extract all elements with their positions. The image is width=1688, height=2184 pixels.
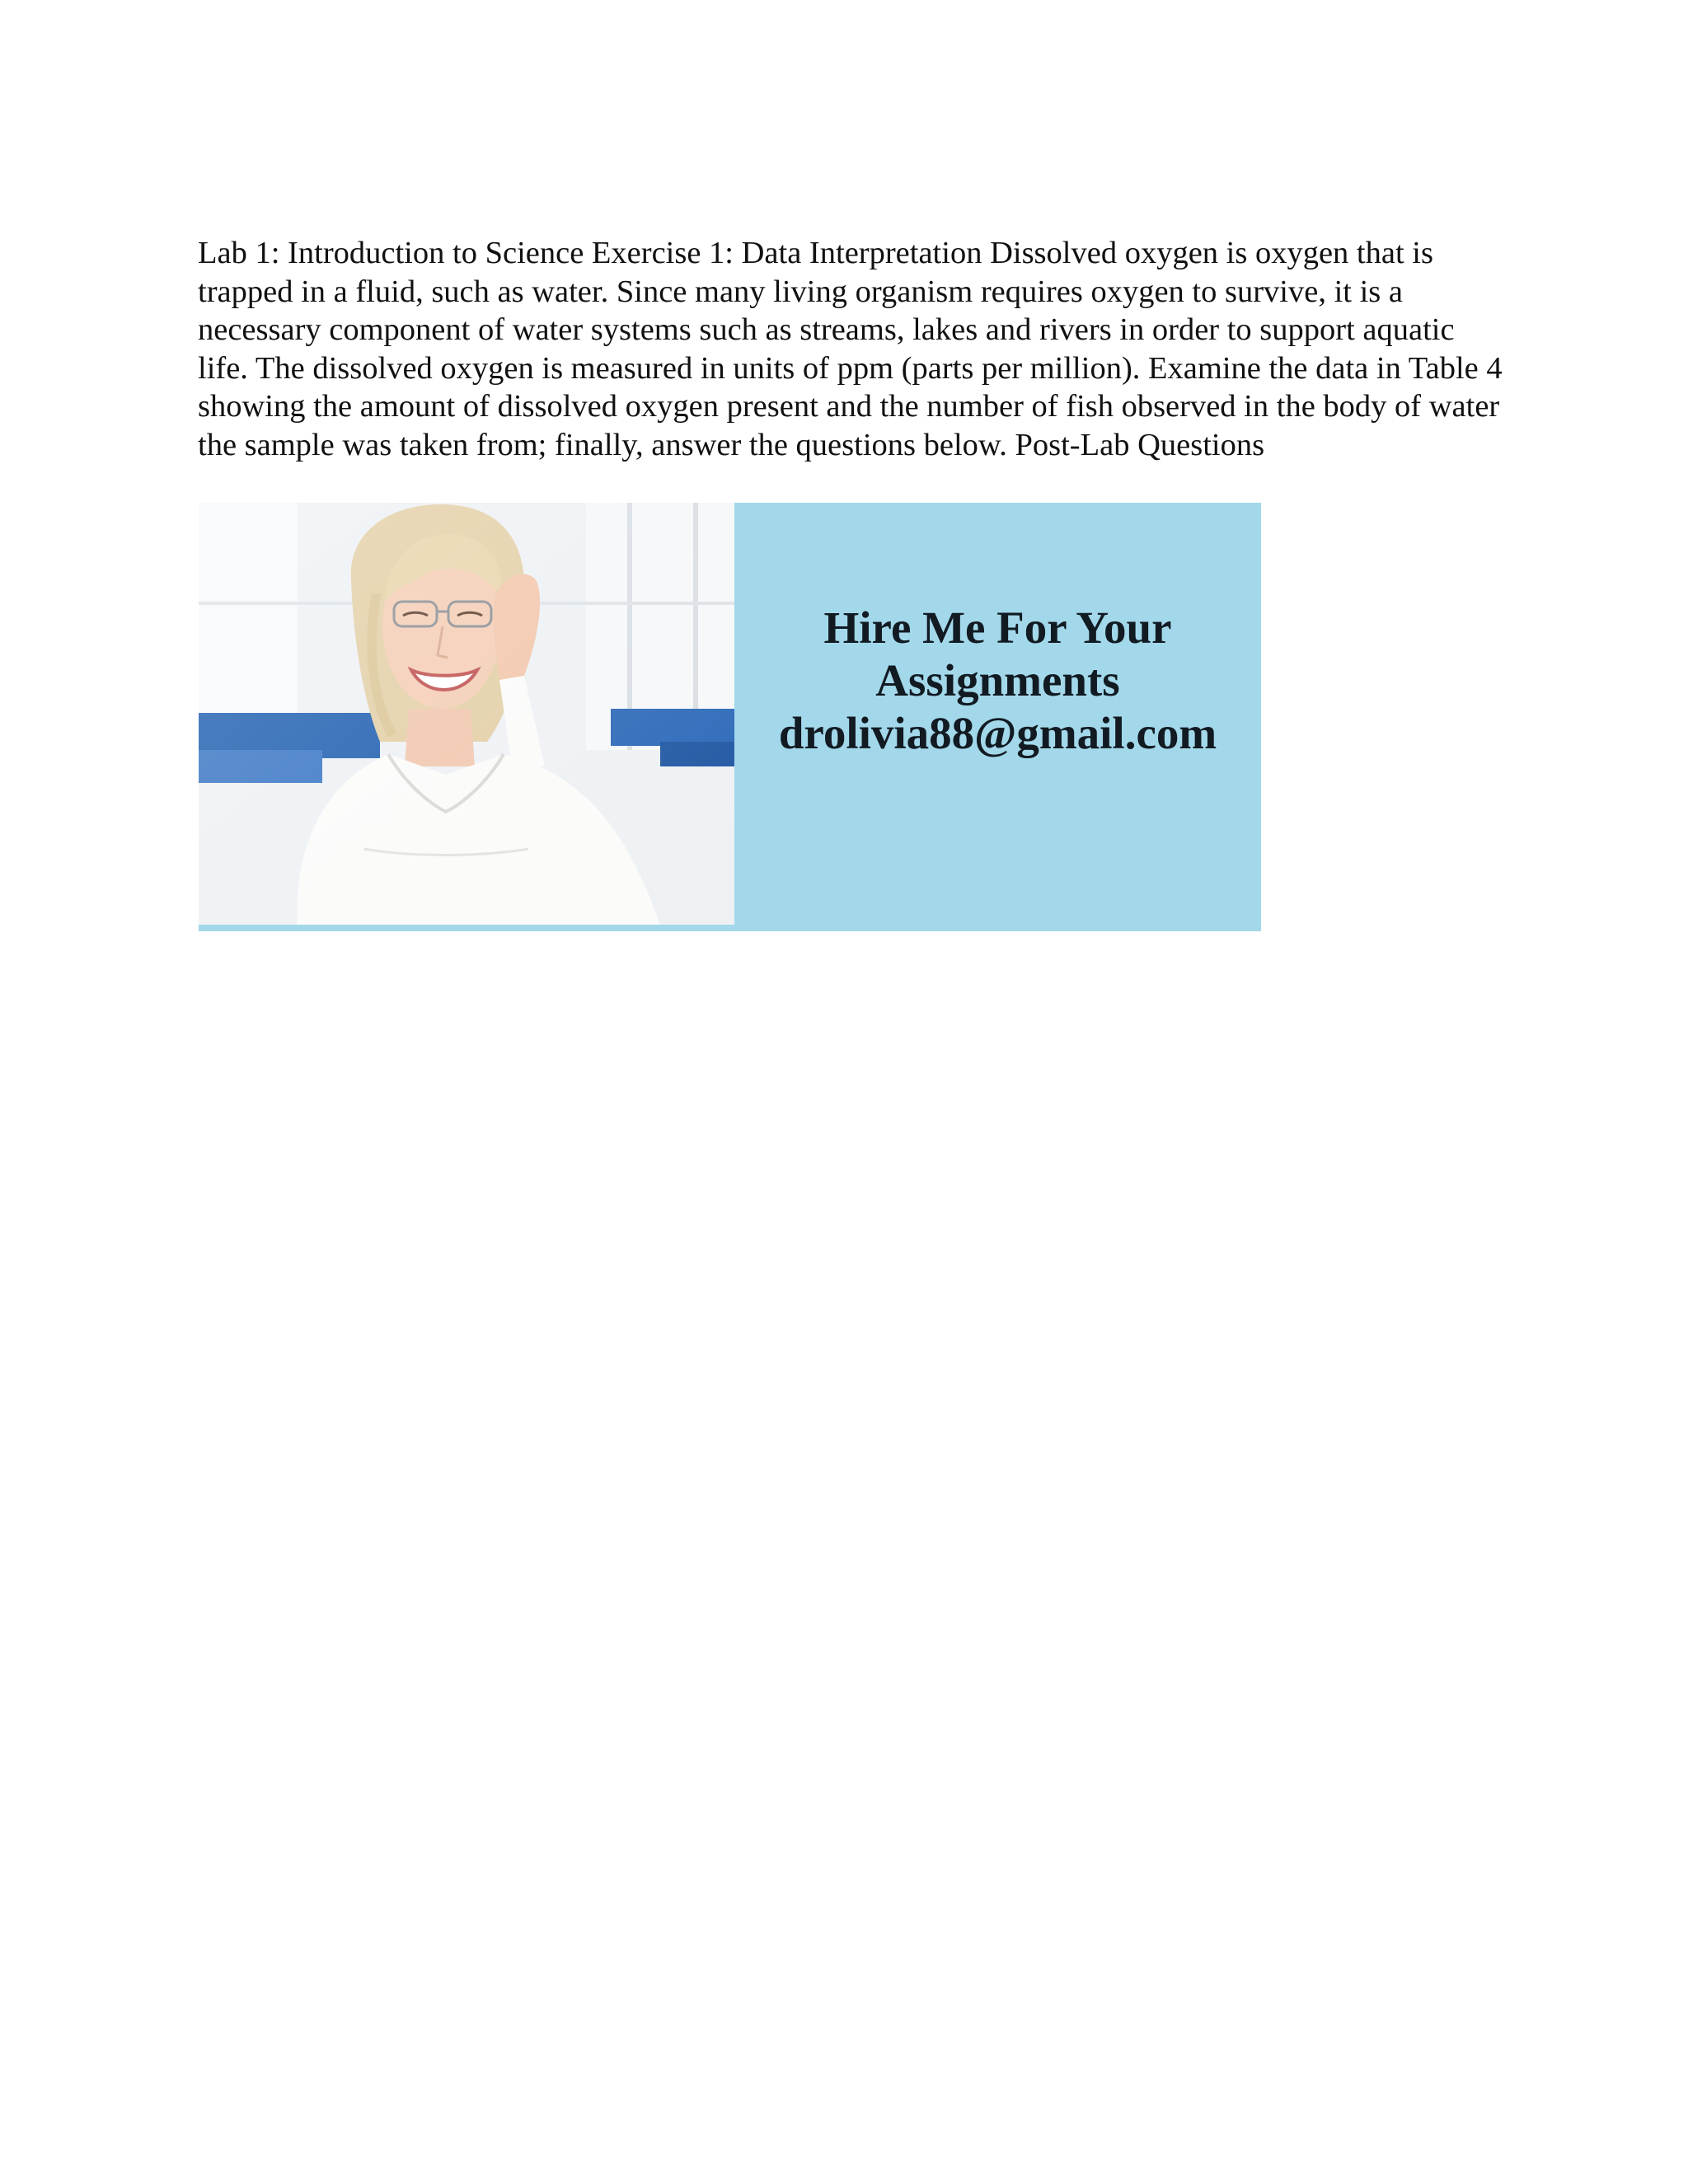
advertisement-banner[interactable] (199, 503, 1261, 931)
promo-subheadline: Assignments (875, 655, 1120, 705)
banner-strip (199, 925, 734, 931)
promo-text (734, 602, 1261, 760)
woman-photo-image (199, 503, 734, 925)
body-paragraph: Lab 1: Introduction to Science Exercise 1: Data Interpretation Dissolved oxygen is oxygen that is trapped in a fluid, such as water. Since many living organism requires oxygen to survive, it is a necessary component of water systems such as streams, lakes and rivers in order to support aquatic life. The dissolved oxygen is measured in units of ppm (parts per million). Examine the data in Table 4 showing the amount of dissolved oxygen present and the number of fish observed in the body of water the sample was taken from; finally, answer the questions below. Post-Lab Questions (198, 236, 1503, 462)
promo-panel (734, 503, 1261, 931)
promo-email[interactable]: drolivia88@gmail.com (778, 708, 1217, 758)
promo-headline: Hire Me For Your (823, 602, 1172, 653)
